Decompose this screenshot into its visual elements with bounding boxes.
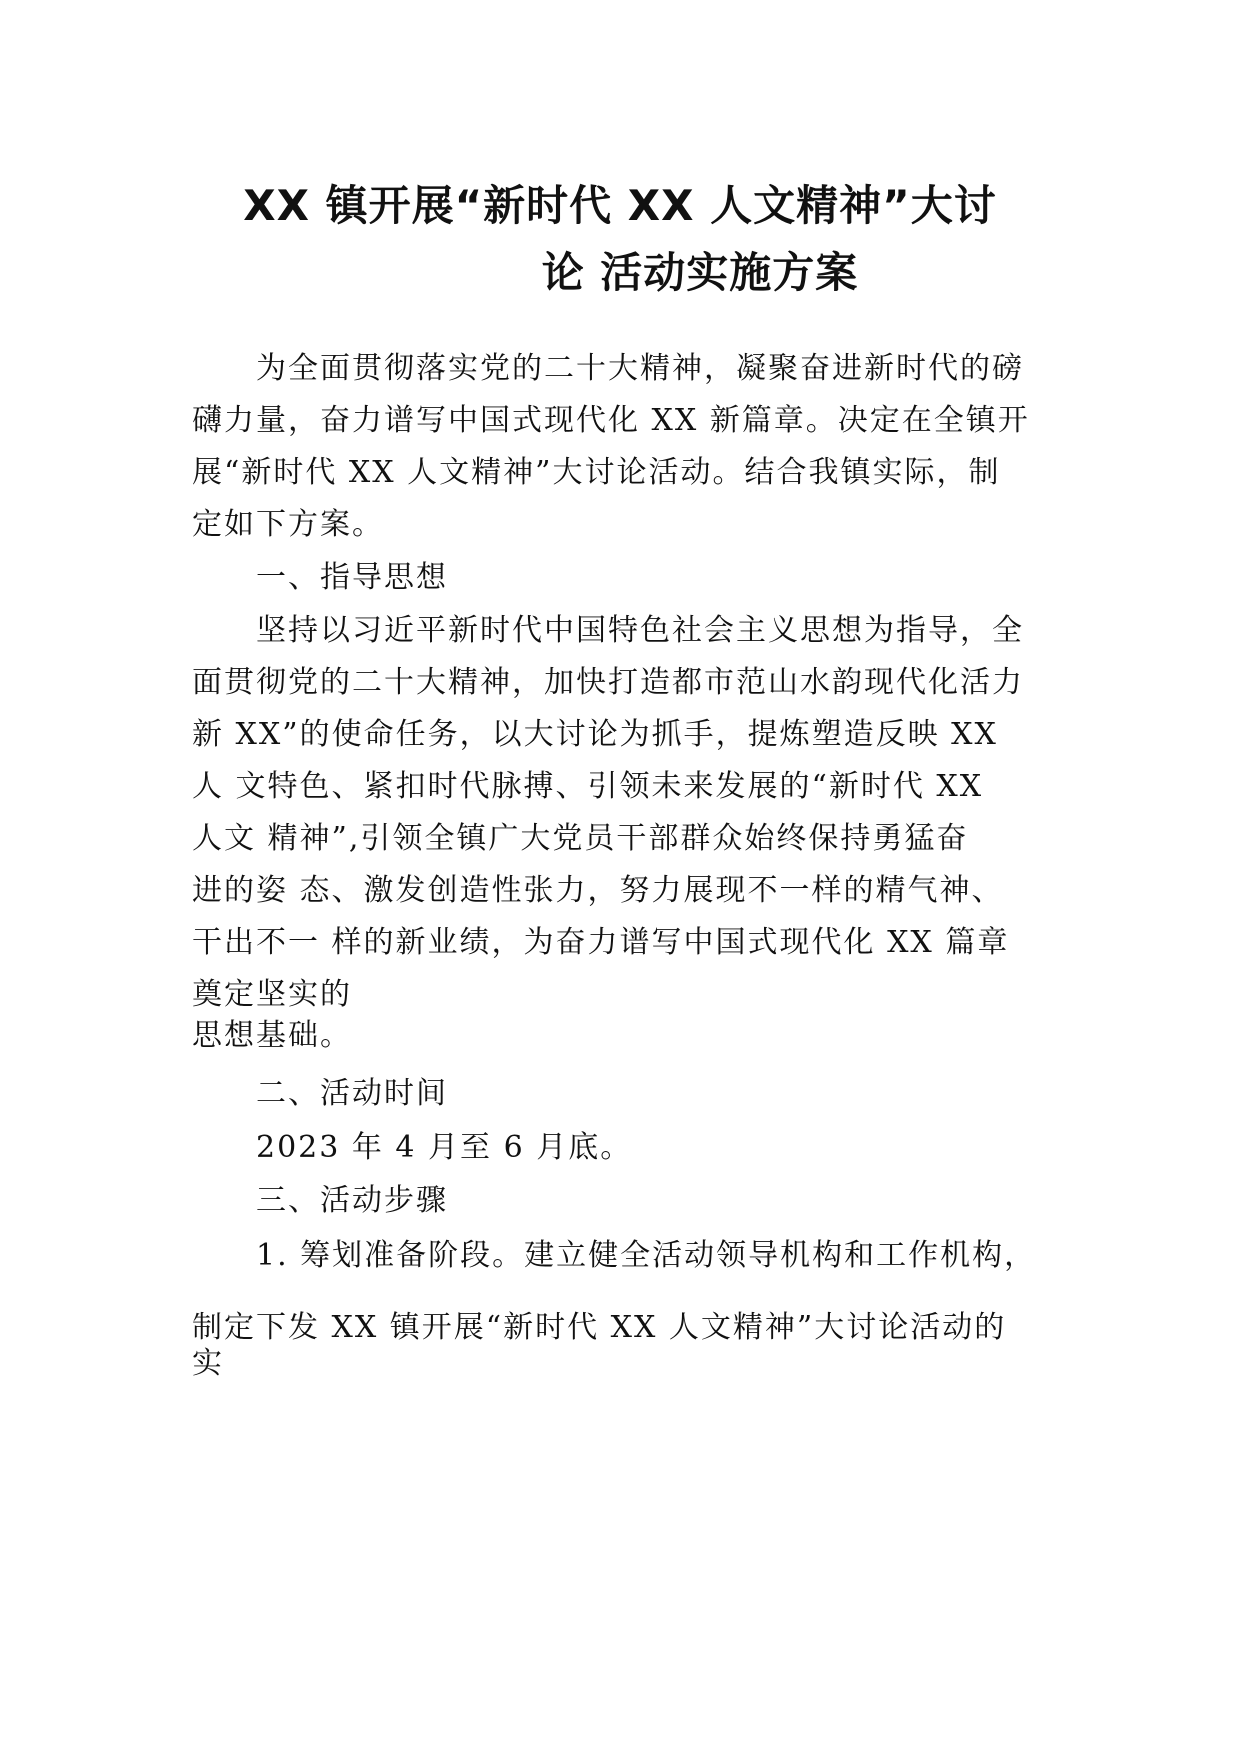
body-line-5: 坚持以习近平新时代中国特色社会主义思想为指导，全 [256, 613, 1024, 648]
body-line-6: 面贯彻党的二十大精神，加快打造都市范山水韵现代化活力 [192, 665, 1024, 700]
document-title-line-1: XX 镇开展“新时代 XX 人文精神”大讨 [243, 181, 997, 230]
step-1-line-2: 制定下发 XX 镇开展“新时代 XX 人文精神”大讨论活动的 [192, 1310, 1007, 1345]
body-line-13: 思想基础。 [192, 1018, 352, 1053]
body-line-3: 展“新时代 XX 人文精神”大讨论活动。结合我镇实际，制 [192, 455, 1001, 490]
step-1-line-3: 实 [192, 1346, 224, 1381]
body-line-9: 人文 精神”,引领全镇广大党员干部群众始终保持勇猛奋 [192, 821, 969, 856]
activity-time-text: 2023 年 4 月至 6 月底。 [256, 1130, 633, 1165]
section-heading-1: 一、指导思想 [256, 560, 448, 595]
body-line-1: 为全面贯彻落实党的二十大精神，凝聚奋进新时代的磅 [256, 351, 1024, 386]
body-line-4: 定如下方案。 [192, 507, 384, 542]
body-line-8: 人 文特色、紧扣时代脉搏、引领未来发展的“新时代 XX [192, 769, 984, 804]
document-title-line-2: 论 活动实施方案 [541, 248, 859, 297]
section-heading-3: 三、活动步骤 [256, 1183, 448, 1218]
section-heading-2: 二、活动时间 [256, 1076, 448, 1111]
body-line-10: 进的姿 态、激发创造性张力，努力展现不一样的精气神、 [192, 873, 1004, 908]
body-line-2: 礴力量，奋力谱写中国式现代化 XX 新篇章。决定在全镇开 [192, 403, 1030, 438]
body-line-11: 干出不一 样的新业绩，为奋力谱写中国式现代化 XX 篇章 [192, 925, 1010, 960]
body-line-12: 奠定坚实的 [192, 977, 352, 1012]
step-1-line-1: 1. 筹划准备阶段。建立健全活动领导机构和工作机构， [256, 1238, 1037, 1273]
body-line-7: 新 XX”的使命任务，以大讨论为抓手，提炼塑造反映 XX [192, 717, 998, 752]
